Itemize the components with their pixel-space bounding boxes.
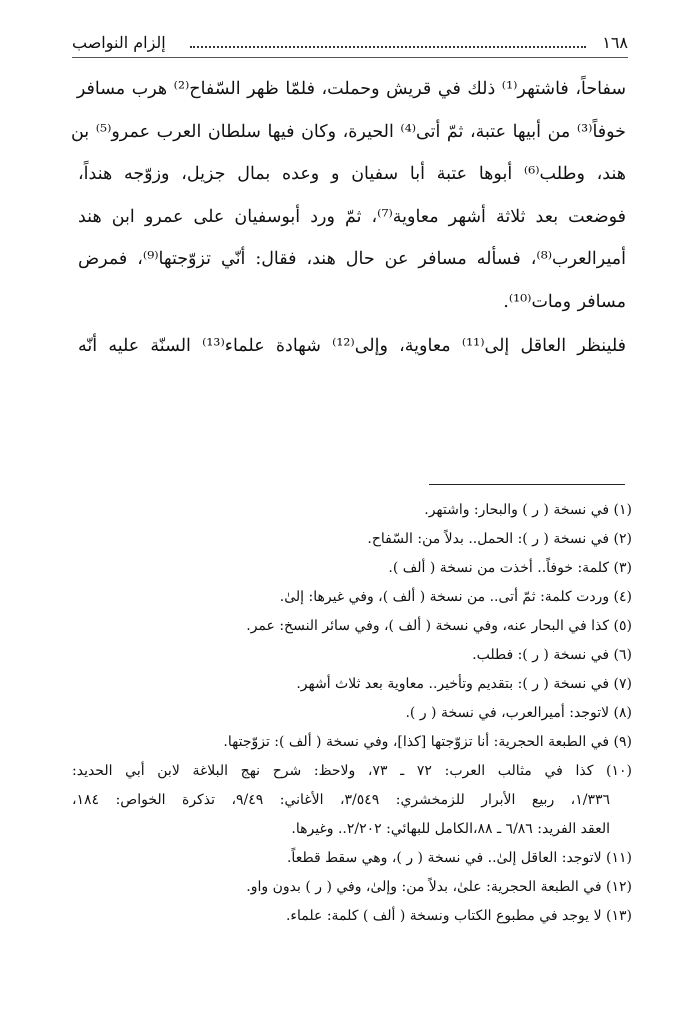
text-line: أميرالعرب⁽⁸⁾، فسأله مسافر عن حال هند، فقال: أنّي تزوّجتها⁽⁹⁾، فمرض — [78, 249, 626, 269]
text-line: سفاحاً، فاشتهر⁽¹⁾ ذلك في قريش وحملت، فلمّا ظهر السّفاح⁽²⁾ هرب مسافر — [76, 79, 626, 99]
footnote: (٦) في نسخة ( ر ): فطلب. — [472, 647, 632, 663]
footnote: (١٢) في الطبعة الحجرية: علىٰ، بدلاً من: وإلىٰ، وفي ( ر ) بدون واو. — [246, 879, 632, 895]
text-line: مسافر ومات⁽¹⁰⁾. — [503, 291, 626, 312]
footnote: (٩) في الطبعة الحجرية: أنا تزوّجتها [كذا]، وفي نسخة ( ألف ): تزوّجتها. — [223, 734, 632, 750]
footnote: (٨) لاتوجد: أميرالعرب، في نسخة ( ر ). — [405, 705, 632, 721]
text-line: فلينظر العاقل إلى⁽¹¹⁾ معاوية، وإلى⁽¹²⁾ شهادة علماء⁽¹³⁾ السنّة عليه أنّه — [78, 336, 627, 356]
footnote: (١) في نسخة ( ر ) والبحار: واشتهر. — [424, 502, 632, 518]
text-line: خوفاً⁽³⁾ من أبيها عتبة، ثمّ أتى⁽⁴⁾ الحيرة، وكان فيها سلطان العرب عمرو⁽⁵⁾ بن — [70, 121, 626, 142]
footnote-continuation: ١/٣٣٦، ربيع الأبرار للزمخشري: ٣/٥٤٩، الأغاني: ٩/٤٩، تذكرة الخواص: ١٨٤، — [72, 792, 611, 808]
footnote: (١٣) لا يوجد في مطبوع الكتاب ونسخة ( ألف ) كلمة: علماء. — [285, 908, 632, 924]
footnotes — [72, 496, 632, 931]
main-text — [70, 68, 627, 368]
footnote: (١٠) كذا في مثالب العرب: ٧٢ ـ ٧٣، ولاحظ: شرح نهج البلاغة لابن أبي الحديد: — [72, 763, 632, 779]
running-header — [72, 28, 628, 58]
text-line: فوضعت بعد ثلاثة أشهر معاوية⁽⁷⁾، ثمّ ورد أبوسفيان على عمرو ابن هند — [78, 206, 626, 227]
footnote-continuation: العقد الفريد: ٦/٨٦ ـ ٨٨،الكامل للبهائي: ٢/٢٠٢.. وغيرها. — [291, 821, 610, 837]
header-dot-leader — [190, 40, 586, 48]
footnote: (٣) كلمة: خوفاً.. أخذت من نسخة ( ألف ). — [388, 560, 632, 576]
footnote: (٢) في نسخة ( ر ): الحمل.. بدلاً من: السّفاح. — [367, 531, 632, 547]
page-number: ١٦٨ — [602, 33, 628, 52]
header-rule — [72, 57, 628, 58]
text-line: هند، وطلب⁽⁶⁾ أبوها عتبة أبا سفيان و وعده بمال جزيل، وزوّجه هنداً، — [78, 164, 626, 184]
footnote-separator — [429, 484, 625, 485]
book-title: إلزام النواصب — [72, 33, 166, 52]
footnote: (٤) وردت كلمة: ثمّ أتى.. من نسخة ( ألف )، وفي غيرها: إلىٰ. — [279, 589, 632, 605]
footnote: (٧) في نسخة ( ر ): بتقديم وتأخير.. معاوية بعد ثلاث أشهر. — [296, 676, 632, 692]
footnote: (٥) كذا في البحار عنه، وفي نسخة ( ألف )، وفي سائر النسخ: عمر. — [246, 618, 632, 634]
footnote: (١١) لاتوجد: العاقل إلىٰ.. في نسخة ( ر )، وهي سقط قطعاً. — [286, 850, 632, 866]
